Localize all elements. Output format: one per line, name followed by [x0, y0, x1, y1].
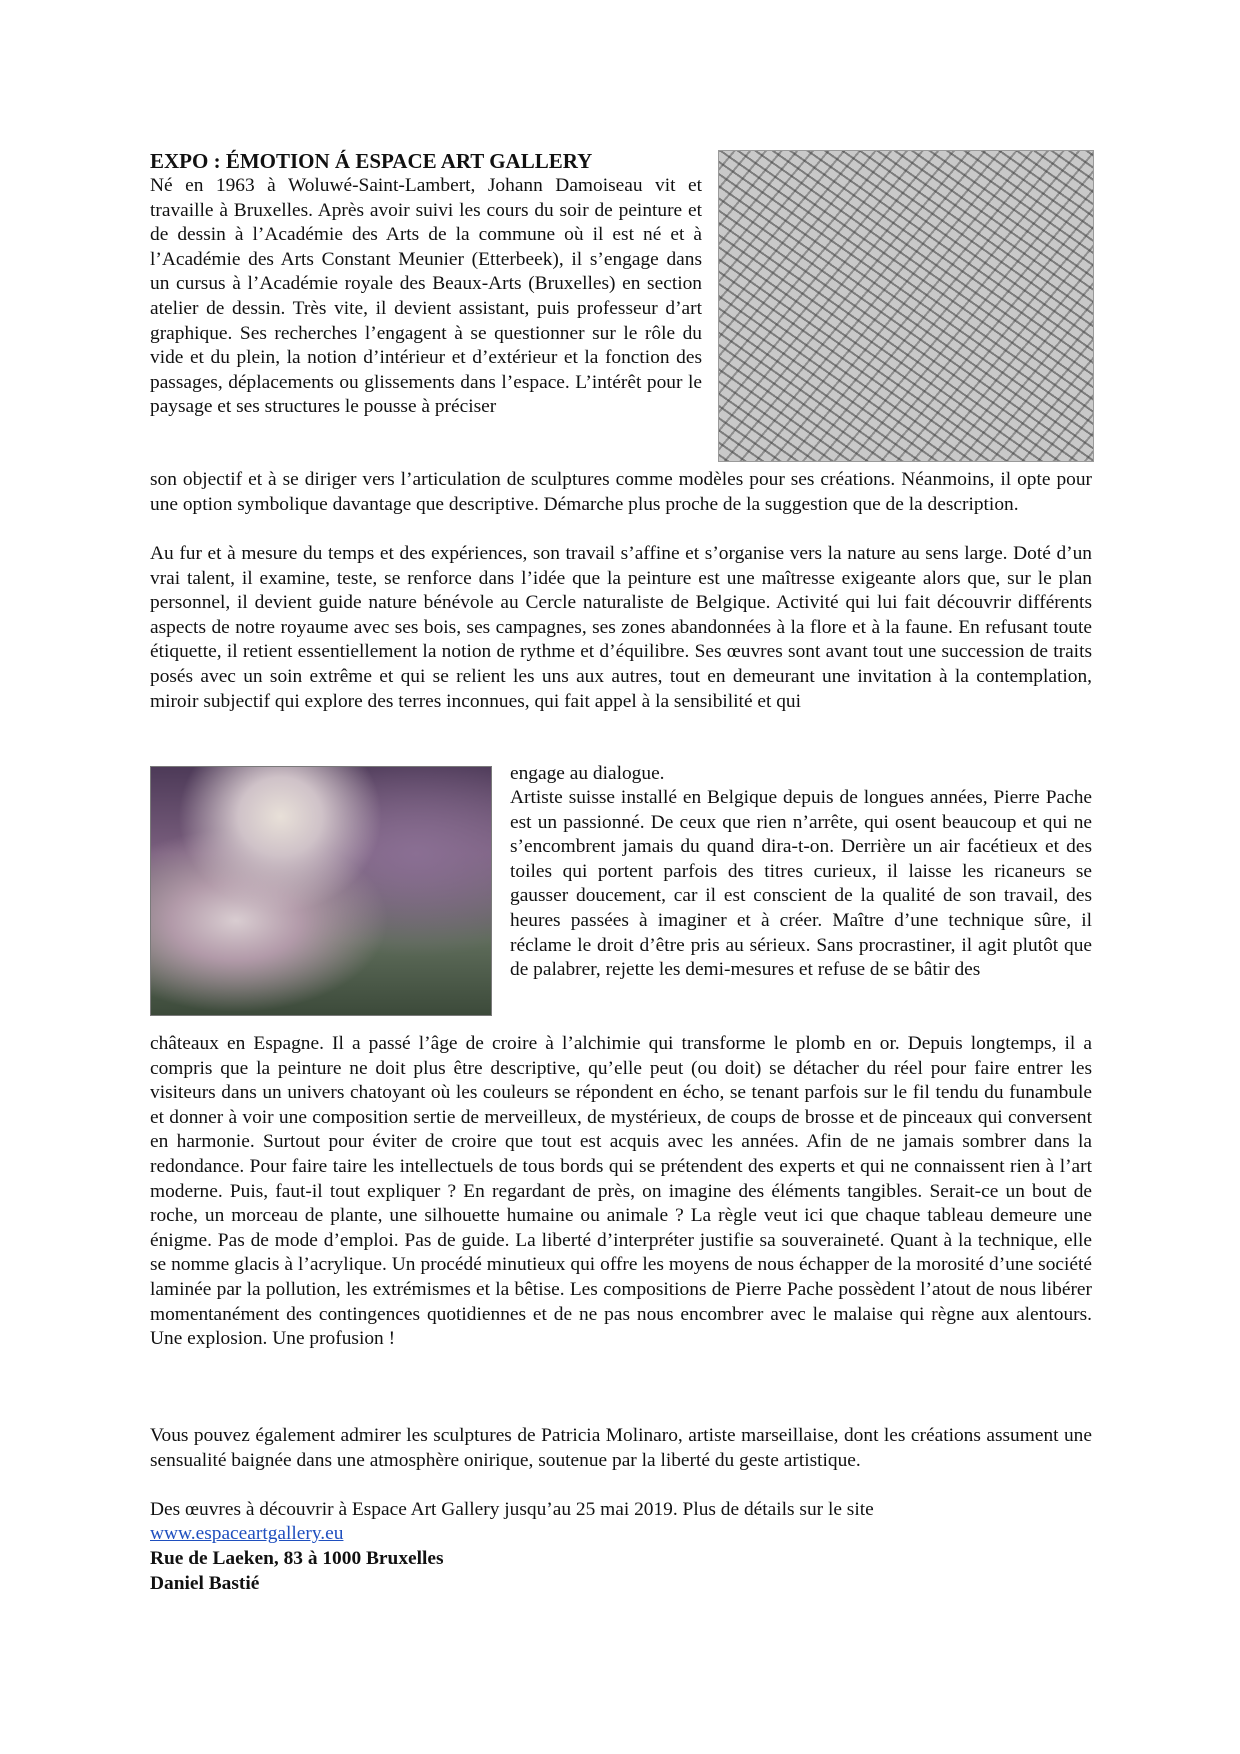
address-line: Rue de Laeken, 83 à 1000 Bruxelles	[150, 1548, 444, 1569]
website-link[interactable]: www.espaceartgallery.eu	[150, 1523, 344, 1544]
paragraph-text: Né en 1963 à Woluwé-Saint-Lambert, Johann Damoiseau vit et travaille à Bruxelles. Après avoir suivi les cours du soir de peinture et de dessin à l’Académie des Arts de la commune où il est né et à l’Académie des Arts Constant Meunier (Etterbeek), il s’engage dans un cursus à l’Académie royale des Beaux-Arts (Bruxelles) en section atelier de dessin. Très vite, il devient assistant, puis professeur d’art graphique. Ses recherches l’engagent à se questionner sur le rôle du vide et du plein, la notion d’intérieur et d’extérieur et la fonction des passages, déplacements ou glissements dans l’espace. L’intérêt pour le paysage et ses structures le pousse à préciser	[150, 175, 702, 418]
paragraph-5	[150, 1498, 1092, 1523]
paragraph-text: châteaux en Espagne. Il a passé l’âge de croire à l’alchimie qui transforme le plomb en or. Depuis longtemps, il a compris que la peinture ne doit plus être descriptive, qu’elle peut (ou doit) se détacher du réel pour faire entrer les visiteurs dans un univers chatoyant où les couleurs se répondent en écho, se tenant parfois sur le fil tendu du funambule et donner à voir une composition sertie de merveilleux, de mystérieux, de coups de brosse et de pinceaux qui conversent en harmonie. Surtout pour éviter de croire que tout est acquis avec les années. Afin de ne jamais sombrer dans la redondance. Pour faire taire les intellectuels de tous bords qui se prétendent des experts et qui ne connaissent rien à l’art moderne. Puis, faut-il tout expliquer ? En regardant de près, on imagine des éléments tangibles. Serait-ce un bout de roche, un morceau de plante, une silhouette humaine ou animale ? La règle veut ici que chaque tableau demeure une énigme. Pas de mode d’emploi. Pas de guide. La liberté d’interpréter justifie sa souveraineté. Quant à la technique, elle se nomme glacis à l’acrylique. Un procédé minutieux qui offre les moyens de nous échapper de la morosité d’une société laminée par la pollution, les extrémismes et la bêtise. Les compositions de Pierre Pache possèdent l’atout de nous libérer momentanément des contingences quotidiennes et de ne pas nous encombrer avec le malaise qui règne aux alentours. Une explosion. Une profusion !	[150, 1033, 1092, 1350]
paragraph-text: engage au dialogue.	[510, 763, 665, 784]
website-line	[150, 1522, 1092, 1547]
paragraph-1-full	[150, 468, 1092, 517]
paragraph-2	[150, 542, 1092, 714]
paragraph-text: Des œuvres à découvrir à Espace Art Gallery jusqu’au 25 mai 2019. Plus de détails sur le site	[150, 1499, 874, 1520]
artwork-image-damoiseau	[718, 150, 1094, 462]
paragraph-3-full	[150, 1032, 1092, 1352]
artwork-image-pache	[150, 766, 492, 1016]
paragraph-text: Vous pouvez également admirer les sculptures de Patricia Molinaro, artiste marseillaise, dont les créations assument une sensualité baignée dans une atmosphère onirique, soutenue par la liberté du geste artistique.	[150, 1425, 1092, 1471]
paragraph-1-wrapped	[150, 174, 702, 420]
paragraph-text: Artiste suisse installé en Belgique depuis de longues années, Pierre Pache est un passionné. De ceux que rien n’arrête, qui osent beaucoup et qui ne s’encombrent jamais du quand dira-t-on. Derrière un air facétieux et des toiles qui portent parfois des titres curieux, il laisse les ricaneurs se gausser doucement, car il est conscient de la qualité de son travail, des heures passées à imaginer et à créer. Maître d’une technique sûre, il réclame le droit d’être pris au sérieux. Sans procrastiner, il agit plutôt que de palabrer, rejette les demi-mesures et refuse de se bâtir des	[510, 787, 1092, 981]
author-name: Daniel Bastié	[150, 1573, 260, 1594]
paragraph-4	[150, 1424, 1092, 1473]
article-title: EXPO : ÉMOTION Á ESPACE ART GALLERY	[150, 149, 593, 173]
paragraph-text: son objectif et à se diriger vers l’articulation de sculptures comme modèles pour ses créations. Néanmoins, il opte pour une option symbolique davantage que descriptive. Démarche plus proche de la suggestion que de la description.	[150, 469, 1092, 515]
paragraph-3-wrapped	[510, 786, 1092, 983]
paragraph-text: Au fur et à mesure du temps et des expériences, son travail s’affine et s’organise vers la nature au sens large. Doté d’un vrai talent, il examine, teste, se renforce dans l’idée que la peinture est une maîtresse exigeante alors que, sur le plan personnel, il devient guide nature bénévole au Cercle naturaliste de Belgique. Activité qui lui fait découvrir différents aspects de notre royaume avec ses bois, ses campagnes, ses zones abandonnées à la flore et à la faune. En refusant toute étiquette, il retient essentiellement la notion de rythme et d’équilibre. Ses œuvres sont avant tout une succession de traits posés avec un soin extrême et qui se relient les uns aux autres, tout en demeurant une invitation à la contemplation, miroir subjectif qui explore des terres inconnues, qui fait appel à la sensibilité et qui	[150, 543, 1092, 712]
paragraph-2-end	[510, 762, 1092, 787]
